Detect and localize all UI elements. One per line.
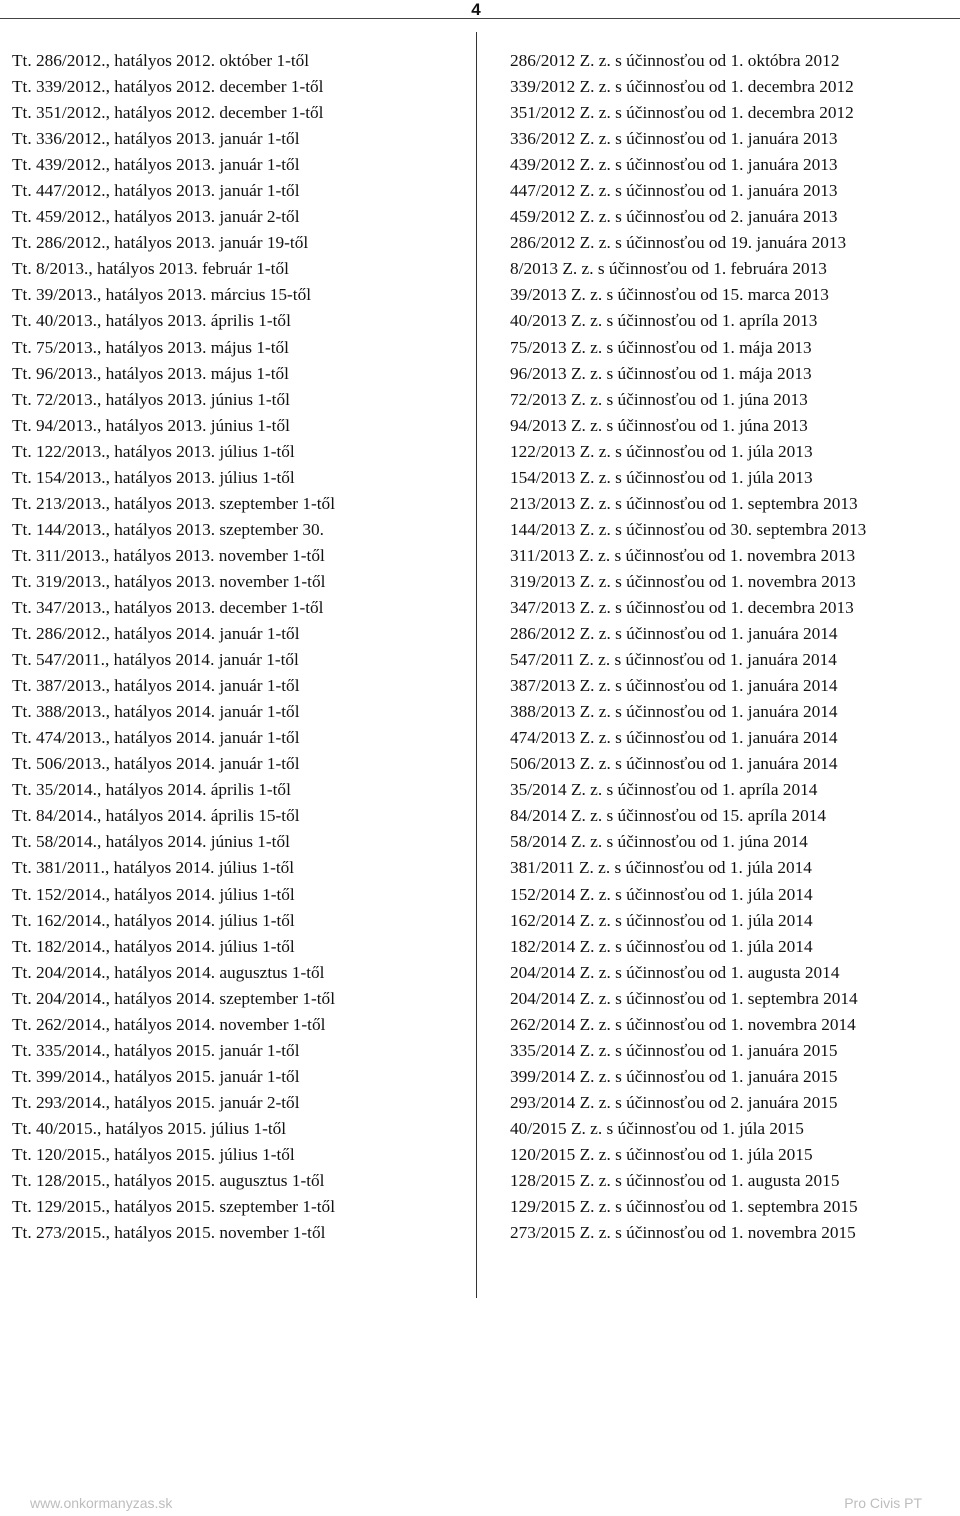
page-number: 4 <box>471 0 481 19</box>
slovak-amendment-entry: 94/2013 Z. z. s účinnosťou od 1. júna 2013 <box>510 415 808 435</box>
hungarian-amendment-entry: Tt. 319/2013., hatályos 2013. november 1-től <box>12 571 326 591</box>
slovak-amendment-entry: 286/2012 Z. z. s účinnosťou od 1. októbra 2012 <box>510 51 840 70</box>
hungarian-amendment-entry: Tt. 311/2013., hatályos 2013. november 1-től <box>12 545 325 565</box>
hungarian-amendment-entry: Tt. 75/2013., hatályos 2013. május 1-től <box>12 337 289 357</box>
hungarian-amendment-entry: Tt. 154/2013., hatályos 2013. július 1-től <box>12 467 295 487</box>
slovak-amendments-list <box>510 48 950 1246</box>
slovak-amendment-entry: 286/2012 Z. z. s účinnosťou od 19. januára 2013 <box>510 233 847 253</box>
hungarian-amendment-entry: Tt. 204/2014., hatályos 2014. augusztus 1-től <box>12 962 325 982</box>
slovak-amendment-entry: 204/2014 Z. z. s účinnosťou od 1. augusta 2014 <box>510 962 840 982</box>
slovak-amendment-entry: 72/2013 Z. z. s účinnosťou od 1. júna 2013 <box>510 389 808 409</box>
hungarian-amendment-entry: Tt. 388/2013., hatályos 2014. január 1-től <box>12 702 300 722</box>
slovak-amendment-entry: 387/2013 Z. z. s účinnosťou od 1. januára 2014 <box>510 676 838 696</box>
slovak-amendment-entry: 182/2014 Z. z. s účinnosťou od 1. júla 2014 <box>510 936 813 956</box>
hungarian-amendment-entry: Tt. 96/2013., hatályos 2013. május 1-től <box>12 363 289 383</box>
slovak-amendment-entry: 311/2013 Z. z. s účinnosťou od 1. novembra 2013 <box>510 545 856 565</box>
slovak-amendment-entry: 319/2013 Z. z. s účinnosťou od 1. novembra 2013 <box>510 571 856 591</box>
hungarian-amendment-entry: Tt. 286/2012., hatályos 2014. január 1-től <box>12 624 300 644</box>
slovak-amendment-entry: 58/2014 Z. z. s účinnosťou od 1. júna 2014 <box>510 832 808 852</box>
hungarian-amendment-entry: Tt. 94/2013., hatályos 2013. június 1-től <box>12 415 290 435</box>
slovak-amendment-entry: 122/2013 Z. z. s účinnosťou od 1. júla 2013 <box>510 441 813 461</box>
hungarian-amendment-entry: Tt. 122/2013., hatályos 2013. július 1-től <box>12 441 295 461</box>
hungarian-amendment-entry: Tt. 439/2012., hatályos 2013. január 1-től <box>12 155 300 175</box>
slovak-amendment-entry: 347/2013 Z. z. s účinnosťou od 1. decembra 2013 <box>510 597 854 617</box>
hungarian-amendment-entry: Tt. 129/2015., hatályos 2015. szeptember 1-től <box>12 1197 336 1217</box>
hungarian-amendment-entry: Tt. 459/2012., hatályos 2013. január 2-től <box>12 207 300 227</box>
hungarian-amendment-entry: Tt. 506/2013., hatályos 2014. január 1-től <box>12 754 300 774</box>
slovak-amendment-entry: 339/2012 Z. z. s účinnosťou od 1. decembra 2012 <box>510 77 854 97</box>
slovak-amendment-entry: 40/2015 Z. z. s účinnosťou od 1. júla 2015 <box>510 1118 804 1138</box>
hungarian-amendment-entry: Tt. 8/2013., hatályos 2013. február 1-től <box>12 259 289 279</box>
slovak-amendment-entry: 459/2012 Z. z. s účinnosťou od 2. januára 2013 <box>510 207 838 227</box>
hungarian-amendment-entry: Tt. 381/2011., hatályos 2014. július 1-től <box>12 858 295 878</box>
hungarian-amendment-entry: Tt. 39/2013., hatályos 2013. március 15-től <box>12 285 312 305</box>
slovak-amendment-entry: 96/2013 Z. z. s účinnosťou od 1. mája 2013 <box>510 363 812 383</box>
slovak-amendment-entry: 154/2013 Z. z. s účinnosťou od 1. júla 2013 <box>510 467 813 487</box>
hungarian-amendment-entry: Tt. 35/2014., hatályos 2014. április 1-től <box>12 780 291 800</box>
hungarian-amendment-entry: Tt. 335/2014., hatályos 2015. január 1-től <box>12 1040 300 1060</box>
slovak-amendment-entry: 84/2014 Z. z. s účinnosťou od 15. apríla 2014 <box>510 806 827 826</box>
hungarian-amendment-entry: Tt. 387/2013., hatályos 2014. január 1-től <box>12 676 300 696</box>
slovak-amendment-entry: 474/2013 Z. z. s účinnosťou od 1. januára 2014 <box>510 728 838 748</box>
slovak-amendment-entry: 399/2014 Z. z. s účinnosťou od 1. januára 2015 <box>510 1066 838 1086</box>
slovak-amendment-entry: 439/2012 Z. z. s účinnosťou od 1. januára 2013 <box>510 155 838 175</box>
slovak-amendment-entry: 547/2011 Z. z. s účinnosťou od 1. januára 2014 <box>510 650 837 670</box>
hungarian-amendments-list <box>12 48 467 1246</box>
hungarian-amendment-entry: Tt. 447/2012., hatályos 2013. január 1-től <box>12 181 300 201</box>
slovak-amendment-entry: 293/2014 Z. z. s účinnosťou od 2. januára 2015 <box>510 1092 838 1112</box>
header-divider <box>0 18 960 19</box>
hungarian-amendment-entry: Tt. 40/2013., hatályos 2013. április 1-től <box>12 311 291 331</box>
hungarian-amendment-entry: Tt. 84/2014., hatályos 2014. április 15-től <box>12 806 300 826</box>
slovak-amendment-entry: 144/2013 Z. z. s účinnosťou od 30. septembra 2013 <box>510 519 867 539</box>
slovak-amendment-entry: 388/2013 Z. z. s účinnosťou od 1. januára 2014 <box>510 702 838 722</box>
hungarian-amendment-entry: Tt. 339/2012., hatályos 2012. december 1-től <box>12 77 324 97</box>
slovak-amendment-entry: 128/2015 Z. z. s účinnosťou od 1. augusta 2015 <box>510 1171 840 1191</box>
slovak-amendment-entry: 335/2014 Z. z. s účinnosťou od 1. januára 2015 <box>510 1040 838 1060</box>
hungarian-amendment-entry: Tt. 336/2012., hatályos 2013. január 1-től <box>12 129 300 149</box>
hungarian-amendment-entry: Tt. 293/2014., hatályos 2015. január 2-től <box>12 1092 300 1112</box>
slovak-amendment-entry: 381/2011 Z. z. s účinnosťou od 1. júla 2014 <box>510 858 812 878</box>
hungarian-amendment-entry: Tt. 347/2013., hatályos 2013. december 1-től <box>12 597 324 617</box>
hungarian-amendment-entry: Tt. 120/2015., hatályos 2015. július 1-től <box>12 1144 295 1164</box>
hungarian-amendment-entry: Tt. 144/2013., hatályos 2013. szeptember 30. <box>12 519 324 539</box>
slovak-amendment-entry: 40/2013 Z. z. s účinnosťou od 1. apríla 2013 <box>510 311 818 331</box>
slovak-amendment-entry: 35/2014 Z. z. s účinnosťou od 1. apríla 2014 <box>510 780 818 800</box>
hungarian-amendment-entry: Tt. 547/2011., hatályos 2014. január 1-től <box>12 650 299 670</box>
hungarian-amendment-entry: Tt. 128/2015., hatályos 2015. augusztus 1-től <box>12 1171 325 1191</box>
hungarian-amendment-entry: Tt. 162/2014., hatályos 2014. július 1-től <box>12 910 295 930</box>
hungarian-amendment-entry: Tt. 40/2015., hatályos 2015. július 1-től <box>12 1118 287 1138</box>
hungarian-amendment-entry: Tt. 474/2013., hatályos 2014. január 1-től <box>12 728 300 748</box>
slovak-amendment-entry: 120/2015 Z. z. s účinnosťou od 1. júla 2015 <box>510 1144 813 1164</box>
hungarian-amendment-entry: Tt. 286/2012., hatályos 2012. október 1-től <box>12 51 310 70</box>
hungarian-amendment-entry: Tt. 399/2014., hatályos 2015. január 1-től <box>12 1066 300 1086</box>
slovak-amendment-entry: 75/2013 Z. z. s účinnosťou od 1. mája 2013 <box>510 337 812 357</box>
slovak-amendment-entry: 262/2014 Z. z. s účinnosťou od 1. novembra 2014 <box>510 1014 856 1034</box>
slovak-amendment-entry: 336/2012 Z. z. s účinnosťou od 1. januára 2013 <box>510 129 838 149</box>
slovak-amendment-entry: 286/2012 Z. z. s účinnosťou od 1. januára 2014 <box>510 624 838 644</box>
slovak-amendment-entry: 152/2014 Z. z. s účinnosťou od 1. júla 2014 <box>510 884 813 904</box>
column-divider <box>476 32 477 1298</box>
slovak-amendment-entry: 129/2015 Z. z. s účinnosťou od 1. septembra 2015 <box>510 1197 858 1217</box>
hungarian-amendment-entry: Tt. 351/2012., hatályos 2012. december 1-től <box>12 103 324 123</box>
slovak-amendment-entry: 162/2014 Z. z. s účinnosťou od 1. júla 2014 <box>510 910 813 930</box>
slovak-amendment-entry: 204/2014 Z. z. s účinnosťou od 1. septembra 2014 <box>510 988 858 1008</box>
hungarian-amendment-entry: Tt. 58/2014., hatályos 2014. június 1-től <box>12 832 290 852</box>
hungarian-amendment-entry: Tt. 204/2014., hatályos 2014. szeptember 1-től <box>12 988 336 1008</box>
hungarian-amendment-entry: Tt. 262/2014., hatályos 2014. november 1-től <box>12 1014 326 1034</box>
slovak-amendment-entry: 351/2012 Z. z. s účinnosťou od 1. decembra 2012 <box>510 103 854 123</box>
hungarian-amendment-entry: Tt. 213/2013., hatályos 2013. szeptember 1-től <box>12 493 336 513</box>
hungarian-amendment-entry: Tt. 72/2013., hatályos 2013. június 1-től <box>12 389 290 409</box>
slovak-amendment-entry: 8/2013 Z. z. s účinnosťou od 1. februára 2013 <box>510 259 827 279</box>
hungarian-amendment-entry: Tt. 286/2012., hatályos 2013. január 19-től <box>12 233 309 253</box>
footer-website: www.onkormanyzas.sk <box>30 1495 173 1511</box>
slovak-amendment-entry: 506/2013 Z. z. s účinnosťou od 1. januára 2014 <box>510 754 838 774</box>
hungarian-amendment-entry: Tt. 273/2015., hatályos 2015. november 1-től <box>12 1223 326 1243</box>
hungarian-amendment-entry: Tt. 182/2014., hatályos 2014. július 1-től <box>12 936 295 956</box>
slovak-amendment-entry: 213/2013 Z. z. s účinnosťou od 1. septembra 2013 <box>510 493 858 513</box>
slovak-amendment-entry: 447/2012 Z. z. s účinnosťou od 1. januára 2013 <box>510 181 838 201</box>
footer-publisher: Pro Civis PT <box>844 1495 922 1511</box>
slovak-amendment-entry: 39/2013 Z. z. s účinnosťou od 15. marca 2013 <box>510 285 829 305</box>
slovak-amendment-entry: 273/2015 Z. z. s účinnosťou od 1. novembra 2015 <box>510 1223 856 1243</box>
hungarian-amendment-entry: Tt. 152/2014., hatályos 2014. július 1-től <box>12 884 295 904</box>
